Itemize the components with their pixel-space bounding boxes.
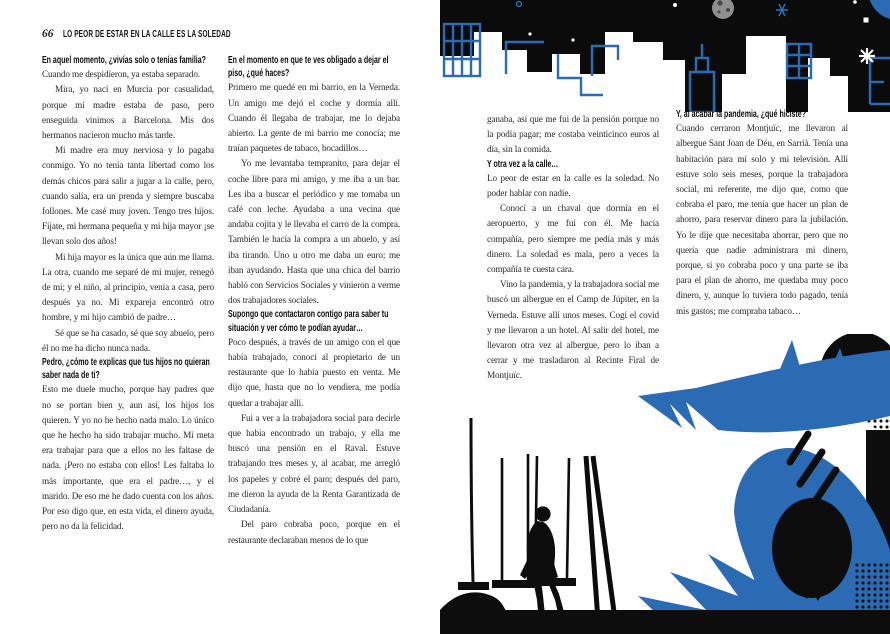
text-column-3 bbox=[487, 112, 659, 412]
star-icon bbox=[854, 1, 857, 4]
text-column-2 bbox=[228, 54, 400, 580]
interview-answer-paragraph: Del paro cobraba poco, porque en el restaurante declaraban menos de lo que bbox=[228, 519, 400, 545]
star-icon bbox=[529, 33, 531, 35]
interview-answer-paragraph: Lo peor de estar en la calle es la soledad. No poder hablar con nadie. bbox=[487, 172, 659, 199]
right-page bbox=[440, 0, 890, 634]
text-column-4 bbox=[676, 108, 848, 444]
star-icon bbox=[864, 18, 868, 22]
interview-answer-paragraph: Esto me duele mucho, porque hay padres que no se portan bien y, aun así, los hijos los quieren. Y yo no he hecho nada malo. Lo único que he hecho ha sido trabajar mucho. Mi meta era trabajar para que a ellos no les faltase de nada. ¡Pero no estaba con ellos! Les faltaba lo más importante, que era el padre…, y el marido. De eso me he dado cuenta con los años. Por eso digo que, en esta vida, el dinero ayuda, pero no da la felicidad. bbox=[42, 384, 214, 532]
interview-question: Y otra vez a la calle… bbox=[487, 158, 559, 170]
swing-rope bbox=[471, 418, 473, 582]
interview-question: Pedro, ¿cómo te explicas que tus hijos no quieran saber nada de ti? bbox=[42, 357, 210, 382]
running-header bbox=[42, 28, 333, 40]
interview-answer-paragraph: Cuando cerraron Montjuïc, me llevaron al albergue Sant Joan de Déu, en Sarrià. Tenía una habitación para mí solo y mi televisión. Allí estuve solo seis meses, porque la trabajadora social, mi referente, me dijo que, como que cobraba el paro, me tenía que hacer un plan de ahorro, para reservar dinero para la jubilación. Yo le dije que necesitaba ahorrar, pero que no quería que nadie administrara mi dinero, porque, si yo cobraba poco y una parte se iba para el plan de ahorro, me quedaba muy poco dinero, y, aunque lo tuviera todo pagado, tenía mis gastos; me compraba tabaco… bbox=[676, 123, 848, 316]
interview-answer-paragraph: Sé que se ha casado, sé que soy abuelo, pero él no me ha dicho nunca nada. bbox=[42, 327, 214, 353]
interview-answer-paragraph: Fui a ver a la trabajadora social para decirle que había encontrado un trabajo, y ella me buscó una pensión en el Raval. Estuve trabajando tres meses y, al acabar, me arregló los papeles y cobré el paro; después del paro, me dieron la ayuda de la Renta Garantizada de Ciudadanía. bbox=[228, 412, 400, 515]
interview-answer-paragraph: ganaba, así que me fui de la pensión porque no la podía pagar; me costaba veinticinco euros al día, sin la comida. bbox=[487, 114, 659, 155]
interview-question: En aquel momento, ¿vivías solo o tenías familia? bbox=[42, 55, 206, 66]
interview-question: En el momento en que te ves obligado a dejar el piso, ¿qué haces? bbox=[228, 55, 389, 80]
night-skyline-illustration bbox=[440, 0, 890, 112]
running-title: LO PEOR DE ESTAR EN LA CALLE ES LA SOLEDAD bbox=[62, 28, 231, 40]
ground-strip bbox=[440, 610, 890, 634]
interview-answer-paragraph: Poco después, a través de un amigo con el que había trabajado, conocí al propietario de un restaurante que lo había puesto en venta. Me dijo que, hasta que no lo vendiera, me podía quedar a trabajar allí. bbox=[228, 336, 400, 408]
interview-answer-paragraph: Cuando me despidieron, ya estaba separado. bbox=[42, 69, 200, 80]
interview-question: Y, al acabar la pandemia, ¿qué hiciste? bbox=[676, 109, 807, 120]
star-icon bbox=[572, 39, 574, 41]
starburst-icon bbox=[859, 48, 875, 64]
interview-answer-paragraph: Yo me levantaba tempranito, para dejar el coche libre para mi amigo, y me iba a un bar. Les iba a buscar el periódico y me tomaba un café con leche. Ayudaba a una vecina que andaba cojita y le llevaba el carro de la compra. También le hacía la compra a un abuelo, y así iba tirando. Uno u otro me daba un euro; me iban ayudando. Hasta que una chica del barrio habló con Servicios Sociales y vinieron a verme dos trabajadores sociales. bbox=[228, 158, 400, 306]
page-number: 66 bbox=[42, 28, 54, 40]
text-column-1 bbox=[42, 54, 214, 580]
star-icon bbox=[673, 3, 676, 6]
left-page bbox=[0, 0, 440, 634]
interview-answer-paragraph: Mira, yo nací en Murcia por casualidad, porque mi madre estaba de paso, pero enseguida vinimos a Barcelona. Mis dos hermanos nacieron mucho más tarde. bbox=[42, 84, 214, 141]
interview-answer-paragraph: Primero me quedé en mi barrio, en la Verneda. Un amigo me dejó el coche y dormía allí. Cuando él llegaba de trabajar, me lo dejaba abierto. La gente de mi barrio me conocía; me traían paquetes de tabaco, bocadillos… bbox=[228, 82, 400, 154]
swing-chain bbox=[567, 458, 569, 578]
swing-seat bbox=[458, 582, 489, 590]
interview-answer-paragraph: Vino la pandemia, y la trabajadora social me buscó un albergue en el Camp de Júpiter, en la Verneda. Estuve allí unos meses. Cogí el covid y me llevaron a un hotel. Al salir del hotel, me llevaron otra vez al albergue, pero lo iban a cerrar y me trasladaron al Recinte Firal de Montjuïc. bbox=[487, 279, 659, 381]
person-head bbox=[535, 506, 550, 521]
interview-question: Supongo que contactaron contigo para saber tu situación y ver cómo te podían ayudar… bbox=[228, 309, 389, 334]
interview-answer-paragraph: Conocí a un chaval que dormía en el aeropuerto, y me fui con él. Me hacía compañía, pero siempre me pedía más y más dinero. La soledad es mala, pero a veces la compañía te cuesta cara. bbox=[487, 203, 659, 275]
ground-mound bbox=[440, 592, 506, 611]
interview-answer-paragraph: Mi hija mayor es la única que aún me llama. La otra, cuando me separé de mi mujer, renegó de mí; y el niño, al principio, venía a casa, pero después ya no. Mi expareja encontró otro hombre, y mi hijo cambió de padre… bbox=[42, 251, 214, 323]
interview-answer-paragraph: Mi madre era muy nerviosa y lo pagaba conmigo. Yo no tenía tanta libertad como los demás chicos para salir a jugar a la calle, pero, cuando salía, era un prenda y siempre buscaba follones. Me casé muy joven. Tengo tres hijos. Fíjate, mi hermana pequeña y mi hija mayor ¡se llevan solo dos años! bbox=[42, 145, 214, 247]
leaf-shadow-hole bbox=[772, 498, 852, 598]
